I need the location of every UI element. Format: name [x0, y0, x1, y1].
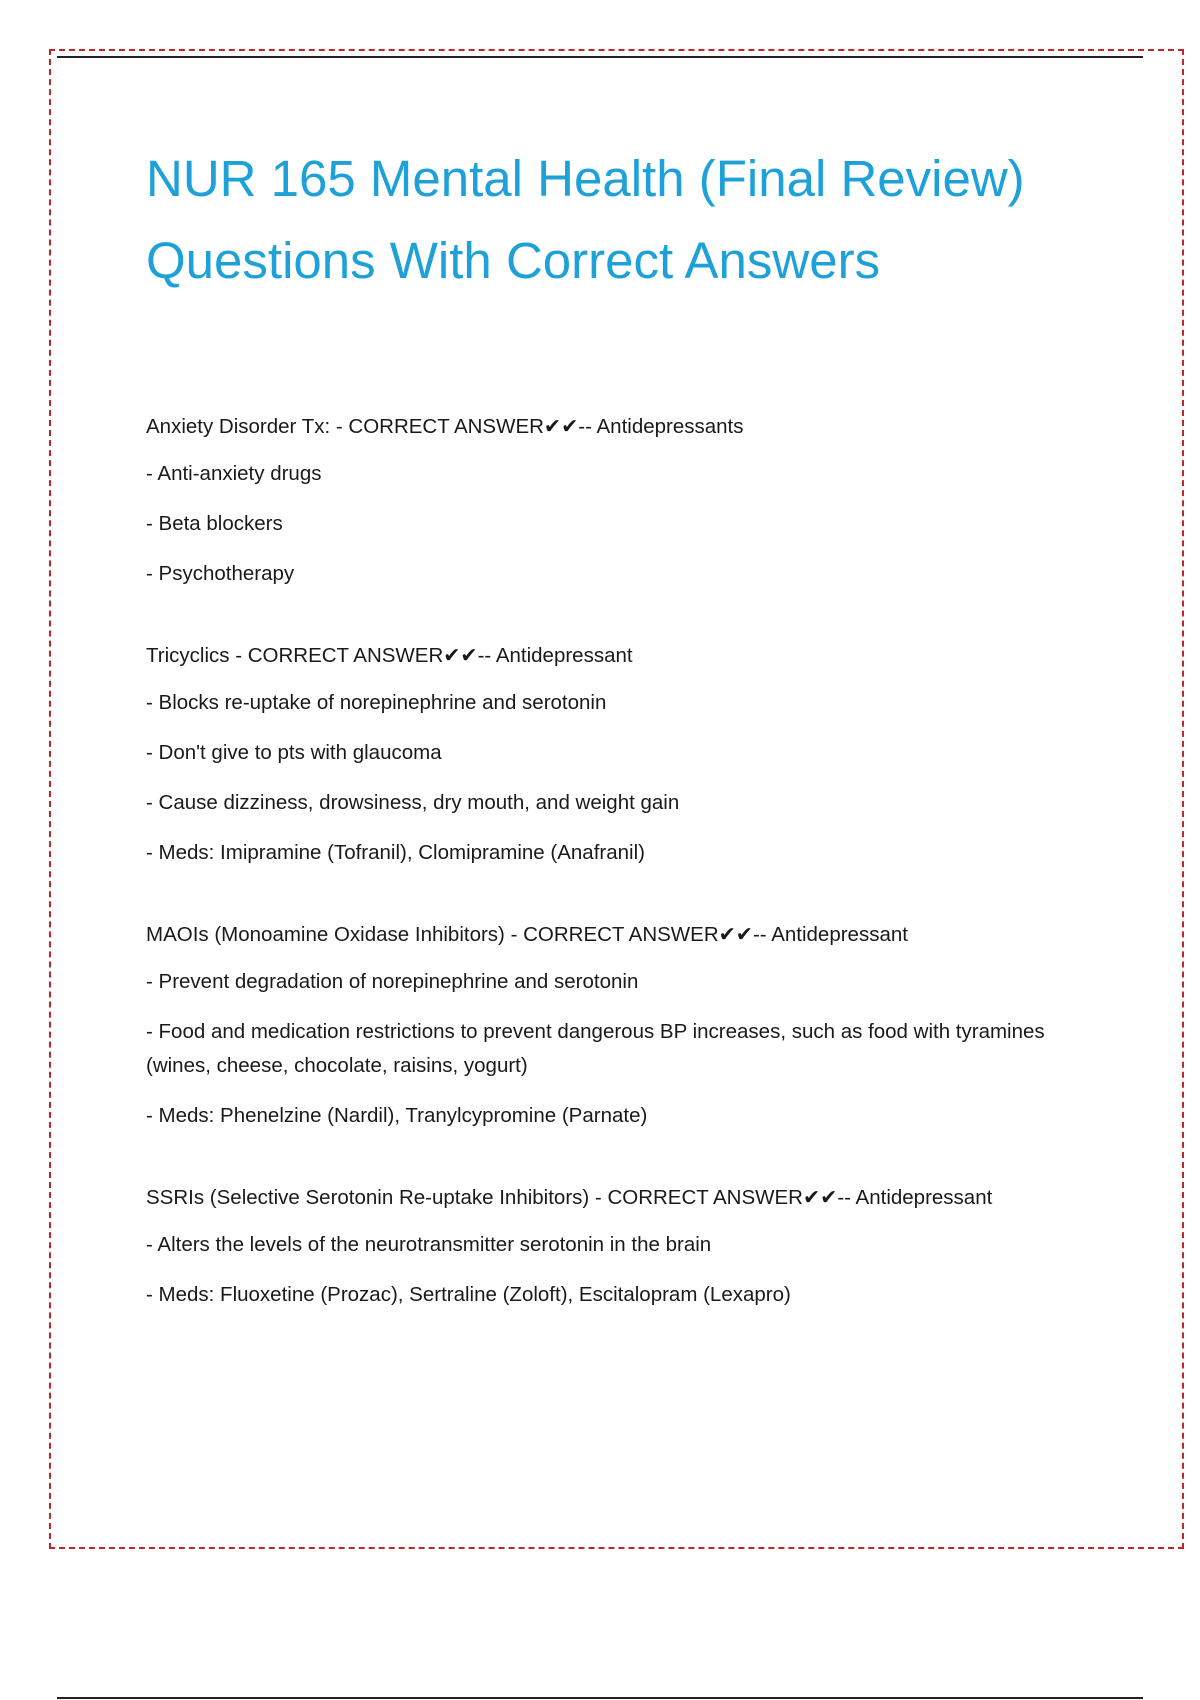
qa-list [146, 413, 1046, 1312]
qa-point: - Meds: Phenelzine (Nardil), Tranylcypromine (Parnate) [146, 1104, 648, 1127]
qa-item [146, 921, 1046, 1133]
qa-point: - Beta blockers [146, 512, 283, 535]
qa-point: - Psychotherapy [146, 562, 295, 585]
qa-question: Anxiety Disorder Tx: - CORRECT ANSWER✔✔-- Antidepressants [146, 415, 744, 438]
qa-point: - Food and medication restrictions to prevent dangerous BP increases, such as food with tyramines (wines, cheese, chocolate, raisins, yogurt) [146, 1020, 1045, 1077]
qa-point: - Blocks re-uptake of norepinephrine and serotonin [146, 691, 607, 714]
qa-point: - Anti-anxiety drugs [146, 462, 322, 485]
qa-point: - Meds: Imipramine (Tofranil), Clomipramine (Anafranil) [146, 841, 645, 864]
qa-question: SSRIs (Selective Serotonin Re-uptake Inhibitors) - CORRECT ANSWER✔✔-- Antidepressant [146, 1186, 993, 1209]
qa-point: - Prevent degradation of norepinephrine and serotonin [146, 970, 639, 993]
document-title [146, 138, 1046, 302]
qa-item [146, 1184, 1046, 1312]
qa-item [146, 413, 1046, 591]
title-line: Questions With Correct Answers [146, 232, 881, 289]
qa-point: - Cause dizziness, drowsiness, dry mouth, and weight gain [146, 791, 680, 814]
document-body [146, 138, 1046, 1363]
top-rule [57, 56, 1143, 58]
bottom-rule [57, 1697, 1143, 1699]
qa-question: MAOIs (Monoamine Oxidase Inhibitors) - CORRECT ANSWER✔✔-- Antidepressant [146, 923, 908, 946]
title-line: NUR 165 Mental Health (Final Review) [146, 150, 1025, 207]
qa-item [146, 642, 1046, 870]
qa-question: Tricyclics - CORRECT ANSWER✔✔-- Antidepressant [146, 644, 633, 667]
qa-point: - Meds: Fluoxetine (Prozac), Sertraline (Zoloft), Escitalopram (Lexapro) [146, 1283, 791, 1306]
qa-point: - Alters the levels of the neurotransmitter serotonin in the brain [146, 1233, 712, 1256]
qa-point: - Don't give to pts with glaucoma [146, 741, 442, 764]
